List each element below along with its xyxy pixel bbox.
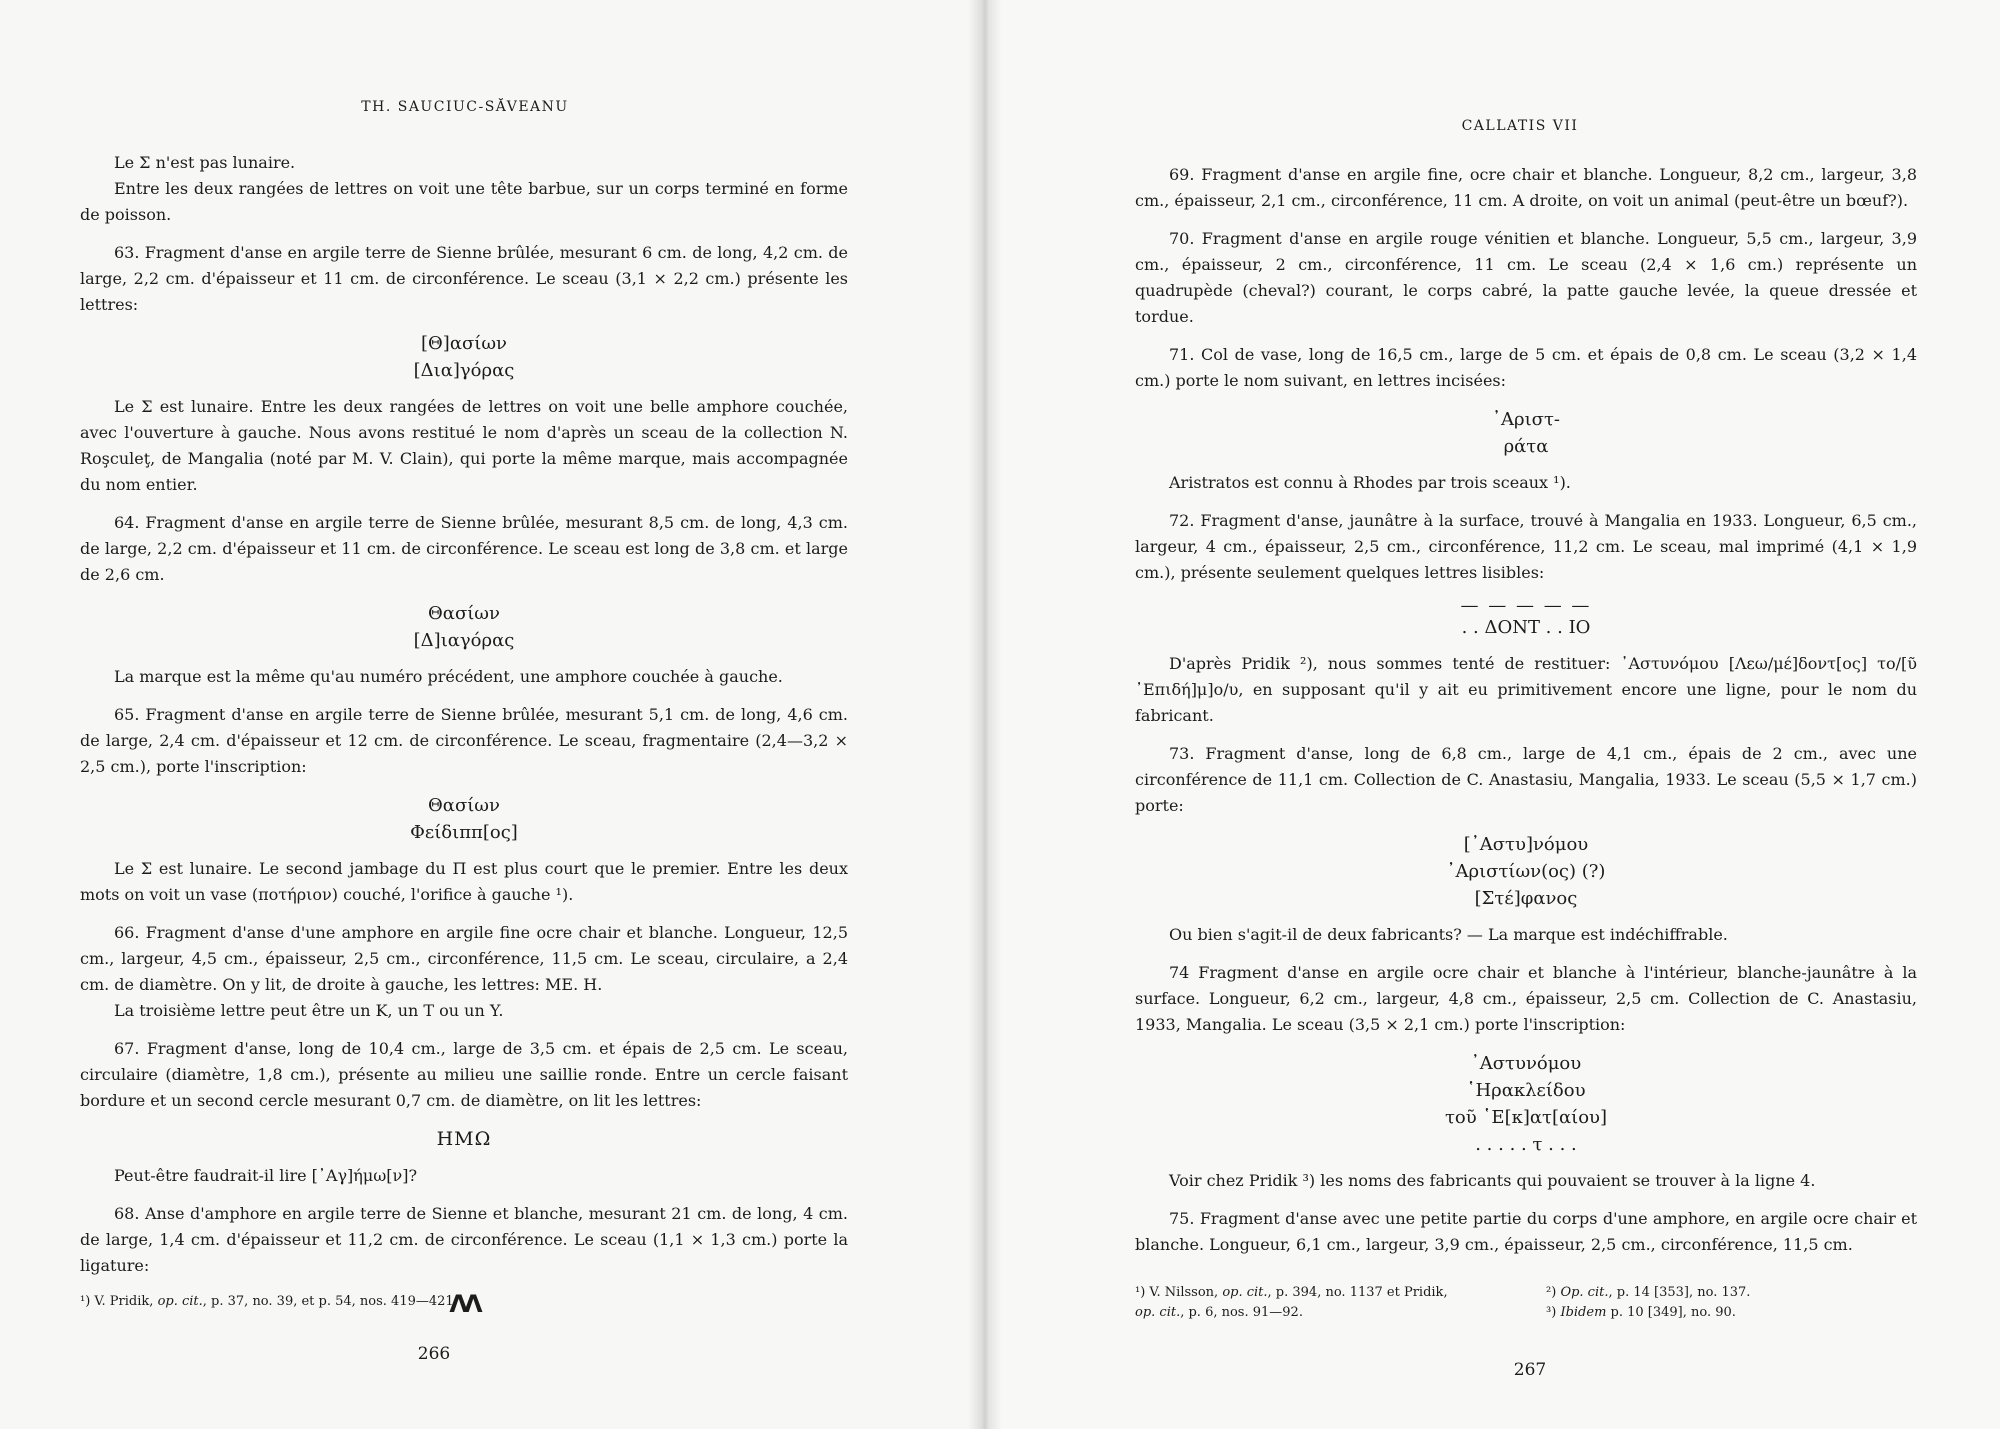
inscription-63 bbox=[80, 330, 848, 384]
paragraph: Voir chez Pridik ³) les noms des fabricants qui pouvaient se trouver à la ligne 4. bbox=[1169, 1171, 1816, 1190]
inscription-74 bbox=[1135, 1050, 1917, 1158]
right-footnotes bbox=[1135, 1283, 1917, 1323]
inscription-73 bbox=[1135, 831, 1917, 912]
inscription-line: Φείδιππ[ος] bbox=[410, 822, 518, 843]
footnote-col-2 bbox=[1546, 1283, 1917, 1323]
inscription-line: . . . . . τ . . . bbox=[1475, 1134, 1577, 1155]
inscription-line: ΗΜΩ bbox=[436, 1128, 492, 1150]
paragraph: Entre les deux rangées de lettres on voit une tête barbue, sur un corps terminé en forme de poisson. bbox=[80, 179, 848, 224]
running-head-left: TH. SAUCIUC-SĂVEANU bbox=[361, 99, 569, 115]
inscription-line: ᾿Αστυνόμου bbox=[1470, 1053, 1582, 1074]
inscription-line: [Θ]ασίων bbox=[421, 333, 507, 354]
left-footnotes bbox=[80, 1292, 840, 1312]
paragraph-65: 65. Fragment d'anse en argile terre de Sienne brûlée, mesurant 5,1 cm. de long, 4,6 cm. de large, 2,4 cm. d'épaisseur et 12 cm. de circonférence. Le sceau, fragmentaire (2,4—3,2 × 2,5 cm.), porte l'inscription: bbox=[80, 705, 848, 776]
paragraph-66: 66. Fragment d'anse d'une amphore en argile fine ocre chair et blanche. Longueur, 12,5 cm., largeur, 4,5 cm., épaisseur, 2,5 cm., circonférence, 11,5 cm. Le sceau, circulaire, a 2,4 cm. de diamètre. On y lit, de droite à gauche, les lettres: ME. H. bbox=[80, 923, 848, 994]
inscription-72 bbox=[1135, 595, 1917, 641]
inscription-line: [Δια]γόρας bbox=[413, 360, 515, 381]
paragraph-70: 70. Fragment d'anse en argile rouge vénitien et blanche. Longueur, 5,5 cm., largeur, 3,9 cm., épaisseur, 2 cm., circonférence, 11 cm. Le sceau (2,4 × 1,6 cm.) représente un quadrupède (cheval?) courant, le corps cabré, la patte gauche levée, la queue dressée et tordue. bbox=[1135, 229, 1917, 326]
paragraph: La troisième lettre peut être un K, un T ou un Y. bbox=[114, 1001, 504, 1020]
paragraph-67: 67. Fragment d'anse, long de 10,4 cm., large de 3,5 cm. et épais de 2,5 cm. Le sceau, circulaire (diamètre, 1,8 cm.), présente au milieu une saillie ronde. Entre un cercle faisant bordure et un second cercle mesurant 0,7 cm. de diamètre, on lit les lettres: bbox=[80, 1039, 848, 1110]
paragraph: Peut-être faudrait-il lire [᾿Αγ]ήμω[ν]? bbox=[114, 1166, 418, 1185]
footnote: ¹) V. Pridik, op. cit., p. 37, no. 39, et p. 54, nos. 419—421. bbox=[80, 1294, 458, 1309]
paragraph-73: 73. Fragment d'anse, long de 6,8 cm., large de 4,1 cm., épais de 2 cm., avec une circonférence de 11,1 cm. Collection de C. Anastasiu, Mangalia, 1933. Le sceau (5,5 × 1,7 cm.) porte: bbox=[1135, 744, 1917, 815]
paragraph-75: 75. Fragment d'anse avec une petite partie du corps d'une amphore, en argile ocre chair et blanche. Longueur, 6,1 cm., largeur, 3,9 cm., épaisseur, 2,5 cm., circonférence, 11,5 cm. bbox=[1135, 1209, 1917, 1254]
left-page bbox=[0, 0, 985, 1429]
page-number-left: 266 bbox=[417, 1344, 451, 1364]
paragraph-71: 71. Col de vase, long de 16,5 cm., large de 5 cm. et épais de 0,8 cm. Le sceau (3,2 × 1,4 cm.) porte le nom suivant, en lettres incisées: bbox=[1135, 345, 1917, 390]
right-text-column bbox=[1135, 162, 1917, 1270]
paragraph: Ou bien s'agit-il de deux fabricants? — La marque est indéchiffrable. bbox=[1169, 925, 1728, 944]
inscription-line: [᾿Αστυ]νόμου bbox=[1463, 834, 1589, 855]
footnote-continuation: op. cit., p. 6, nos. 91—92. bbox=[1135, 1305, 1303, 1320]
ligature-mark: ΛΛ bbox=[449, 1290, 479, 1318]
paragraph-68: 68. Anse d'amphore en argile terre de Sienne et blanche, mesurant 21 cm. de long, 4 cm. de large, 1,4 cm. d'épaisseur et 11,2 cm. de circonférence. Le sceau (1,1 × 1,3 cm.) porte la ligature: bbox=[80, 1204, 848, 1275]
inscription-line: Θασίων bbox=[428, 795, 500, 816]
paragraph-69: 69. Fragment d'anse en argile fine, ocre chair et blanche. Longueur, 8,2 cm., largeur, 3,8 cm., épaisseur, 2,1 cm., circonférence, 11 cm. A droite, on voit un animal (peut-être un bœuf?). bbox=[1135, 165, 1917, 210]
book-gutter bbox=[968, 0, 1002, 1429]
lacuna-dashes: — — — — — bbox=[1460, 595, 1592, 616]
paragraph: Aristratos est connu à Rhodes par trois sceaux ¹). bbox=[1169, 473, 1571, 492]
page-number-right: 267 bbox=[1513, 1360, 1547, 1380]
inscription-line: Θασίων bbox=[428, 603, 500, 624]
inscription-line: ῾Ηρακλείδου bbox=[1466, 1080, 1586, 1101]
footnote: ³) Ibidem p. 10 [349], no. 90. bbox=[1546, 1305, 1736, 1320]
inscription-67 bbox=[80, 1126, 848, 1153]
inscription-line: [Δ]ιαγόρας bbox=[413, 630, 515, 651]
paragraph: D'après Pridik ²), nous sommes tenté de restituer: ᾿Αστυνόμου [Λεω/μέ]δοντ[ος] το/[ῦ ᾿Επιδή]μ]ο/υ, en supposant qu'il y ait eu primitivement encore une ligne, pour le nom du fabricant. bbox=[1135, 654, 1917, 725]
paragraph: La marque est la même qu'au numéro précédent, une amphore couchée à gauche. bbox=[114, 667, 783, 686]
running-head-right: CALLATIS VII bbox=[1461, 118, 1579, 134]
paragraph-63: 63. Fragment d'anse en argile terre de Sienne brûlée, mesurant 6 cm. de long, 4,2 cm. de large, 2,2 cm. d'épaisseur et 11 cm. de circonférence. Le sceau (3,1 × 2,2 cm.) présente les lettres: bbox=[80, 243, 848, 314]
inscription-65 bbox=[80, 792, 848, 846]
left-text-column bbox=[80, 150, 848, 1328]
paragraph: Le Σ est lunaire. Le second jambage du Π est plus court que le premier. Entre les deux mots on voit un vase (ποτήριον) couché, l'orifice à gauche ¹). bbox=[80, 859, 848, 904]
inscription-line: τοῦ ῾Ε[κ]ατ[αίου] bbox=[1444, 1107, 1608, 1128]
footnote: ¹) V. Nilsson, op. cit., p. 394, no. 1137 et Pridik, bbox=[1135, 1285, 1448, 1300]
footnote-col-1 bbox=[1135, 1283, 1506, 1323]
inscription-line: [Στέ]φανος bbox=[1474, 888, 1578, 909]
paragraph: Le Σ est lunaire. Entre les deux rangées de lettres on voit une belle amphore couchée, avec l'ouverture à gauche. Nous avons restitué le nom d'après un sceau de la collection N. Roşculeţ, de Mangalia (noté par M. V. Clain), qui porte la même marque, mais accompagnée du nom entier. bbox=[80, 397, 848, 494]
paragraph-74: 74 Fragment d'anse en argile ocre chair et blanche à l'intérieur, blanche-jaunâtre à la surface. Longueur, 6,2 cm., largeur, 4,8 cm., épaisseur, 2,5 cm. Collection de C. Anastasiu, 1933, Mangalia. Le sceau (3,5 × 2,1 cm.) porte l'inscription: bbox=[1135, 963, 1917, 1034]
inscription-line: ᾿Αριστ- bbox=[1492, 409, 1560, 430]
inscription-71 bbox=[1135, 406, 1917, 460]
footnote: ²) Op. cit., p. 14 [353], no. 137. bbox=[1546, 1285, 1751, 1300]
paragraph-72: 72. Fragment d'anse, jaunâtre à la surface, trouvé à Mangalia en 1933. Longueur, 6,5 cm., largeur, 4 cm., épaisseur, 2,5 cm., circonférence, 11,2 cm. Le sceau, mal imprimé (4,1 × 1,9 cm.), présente seulement quelques lettres lisibles: bbox=[1135, 511, 1917, 582]
inscription-line: . . ΔΟΝΤ . . ΙΟ bbox=[1461, 617, 1591, 638]
inscription-line: ᾿Αριστίων(ος) (?) bbox=[1446, 861, 1606, 882]
paragraph: Le Σ n'est pas lunaire. bbox=[114, 153, 296, 172]
paragraph-64: 64. Fragment d'anse en argile terre de Sienne brûlée, mesurant 8,5 cm. de long, 4,3 cm. de large, 2,2 cm. d'épaisseur et 11 cm. de circonférence. Le sceau est long de 3,8 cm. et large de 2,6 cm. bbox=[80, 513, 848, 584]
right-page bbox=[985, 0, 2000, 1429]
inscription-64 bbox=[80, 600, 848, 654]
inscription-line: ράτα bbox=[1503, 436, 1549, 457]
